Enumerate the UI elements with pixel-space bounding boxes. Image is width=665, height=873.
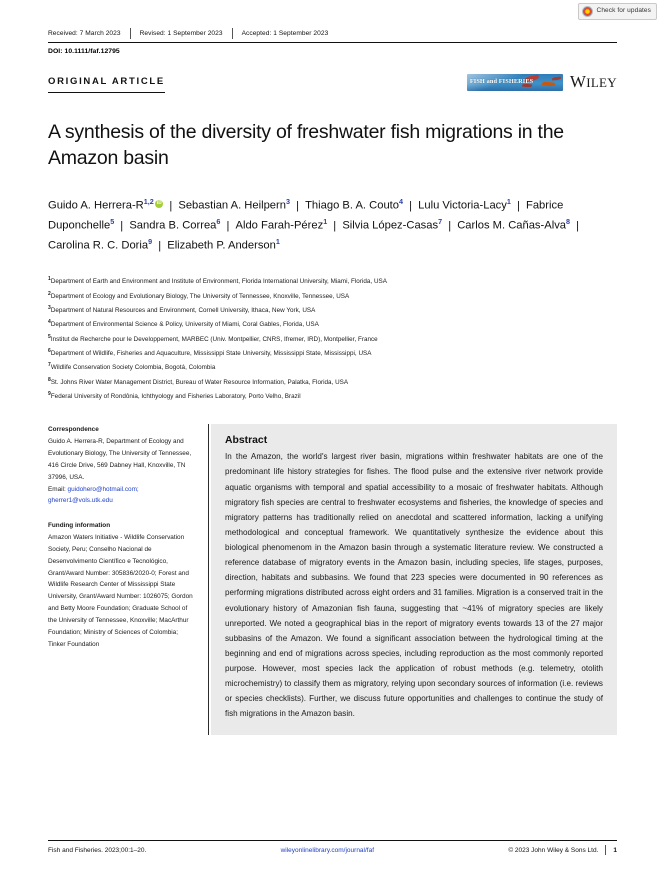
affiliation-number: 1 — [48, 276, 51, 283]
affiliation-number: 6 — [48, 348, 51, 355]
author-name[interactable]: Elizabeth P. Anderson — [167, 240, 276, 253]
fish-and-fisheries-logo — [467, 74, 563, 91]
page-footer — [48, 840, 617, 855]
affiliation-text: Department of Wildlife, Fisheries and Aquaculture, Mississippi State University, Mississippi State, Mississippi, USA — [50, 350, 372, 358]
page-title: A synthesis of the diversity of freshwater fish migrations in the Amazon basin — [48, 121, 564, 169]
author-affiliation-marker: 3 — [285, 197, 290, 207]
affiliation-number: 8 — [48, 376, 51, 383]
author-separator: | — [406, 200, 416, 213]
affiliation-text: Institut de Recherche pour le Developpement, MARBEC (Univ. Montpellier, CNRS, Ifremer, IRD), Montpellier, France — [50, 335, 378, 343]
author-affiliation-marker: 8 — [566, 217, 571, 227]
accepted-date: Accepted: 1 September 2023 — [241, 30, 329, 37]
affiliation-text: Wildlife Conservation Society Colombia, Bogotá, Colombia — [50, 364, 216, 372]
author-affiliation-marker: 1 — [323, 217, 328, 227]
correspondence-text: Guido A. Herrera-R, Department of Ecology and Evolutionary Biology, The University of Tennessee, 416 Circle Drive, 569 Dabney Hall, Knoxville, TN 37996, USA. — [48, 438, 192, 481]
author-list — [48, 196, 608, 256]
correspondence-email-line — [48, 484, 196, 508]
author-name[interactable]: Guido A. Herrera-R — [48, 200, 144, 213]
affiliation-text: Federal University of Rondônia, Ichthyology and Fisheries Laboratory, Porto Velho, Brazil — [50, 393, 301, 401]
affiliation-text: Department of Environmental Science & Policy, University of Miami, Coral Gables, Florida, USA — [50, 321, 319, 329]
author-name[interactable]: Carlos M. Cañas-Alva — [457, 220, 567, 233]
email-link[interactable]: guidohero@hotmail.com; gherrer1@vols.utk.edu — [48, 485, 139, 505]
author-name[interactable]: Silvia López-Casas — [342, 220, 439, 233]
affiliation-number: 7 — [48, 362, 51, 369]
affiliation-number: 4 — [48, 319, 51, 326]
author-name[interactable]: Thiago B. A. Couto — [305, 200, 400, 213]
affiliation-item — [48, 332, 617, 346]
footer-copyright: © 2023 John Wiley & Sons Ltd. — [508, 846, 599, 854]
affiliation-item — [48, 360, 617, 374]
footer-page-number: 1 — [613, 846, 617, 854]
correspondence-heading: Correspondence — [48, 426, 99, 434]
author-name[interactable]: Sandra B. Correa — [129, 220, 217, 233]
article-type-row — [48, 72, 617, 93]
affiliation-item — [48, 274, 617, 288]
author-name[interactable]: Aldo Farah-Pérez — [235, 220, 324, 233]
affiliation-number: 5 — [48, 333, 51, 340]
author-name[interactable]: Carolina R. C. Doria — [48, 240, 149, 253]
affiliation-item — [48, 289, 617, 303]
check-for-updates-label: Check for updates — [596, 7, 651, 15]
journal-logo-text: FISH and FISHERIES — [469, 77, 534, 85]
funding-text: Amazon Waters Initiative - Wildlife Conservation Society, Peru; Conselho Nacional de Desenvolvimento Científico e Tecnológico, Grant/Award Number: 305836/2020-0; Forest and Wildlife Research Center of Mississippi State University, Grant/Award Number: 1026075; Gordon and Betty Moore Foundation; Graduate School of the University of Tennessee, Knoxville; MacArthur Foundation; Ministry of Sciences of Colombia; Tinker Foundation — [48, 534, 193, 648]
fish-icon — [552, 76, 561, 80]
email-label: Email: — [48, 485, 66, 493]
abstract-heading: Abstract — [225, 435, 268, 447]
affiliation-text: Department of Earth and Environment and Institute of Environment, Florida International University, Miami, Florida, USA — [50, 278, 387, 286]
abstract-column — [208, 424, 617, 734]
author-name[interactable]: Lulu Victoria-Lacy — [418, 200, 507, 213]
author-affiliation-marker: 1 — [506, 197, 511, 207]
footer-citation: Fish and Fisheries. 2023;00:1–20. — [48, 846, 147, 854]
funding-block — [48, 520, 196, 650]
wiley-logo: WILEY — [569, 72, 617, 91]
affiliation-text: St. Johns River Water Management District, Bureau of Water Resource Information, Palatka, Florida, USA — [50, 378, 349, 386]
doi-line[interactable]: DOI: 10.1111/faf.12795 — [48, 48, 120, 55]
author-affiliation-marker: 7 — [438, 217, 443, 227]
article-type-label: ORIGINAL ARTICLE — [48, 76, 165, 93]
affiliation-item — [48, 303, 617, 317]
author-affiliation-marker: 1 — [275, 237, 280, 247]
author-affiliation-marker: 4 — [399, 197, 404, 207]
author-name[interactable]: Sebastian A. Heilpern — [178, 200, 286, 213]
received-date: Received: 7 March 2023 — [48, 30, 121, 37]
author-affiliation-marker: 1,2 — [143, 197, 154, 207]
author-separator: | — [573, 220, 580, 233]
journal-brand — [467, 72, 617, 93]
author-affiliation-marker: 5 — [110, 217, 115, 227]
author-separator: | — [223, 220, 233, 233]
author-affiliation-marker: 6 — [216, 217, 221, 227]
affiliation-text: Department of Ecology and Evolutionary Biology, The University of Tennessee, Knoxville, Tennessee, USA — [50, 292, 350, 300]
affiliation-item — [48, 375, 617, 389]
author-separator: | — [117, 220, 127, 233]
abstract-box — [211, 424, 617, 734]
affiliation-list — [48, 274, 617, 403]
author-name[interactable]: Fabrice Duponchelle — [48, 200, 564, 233]
funding-heading: Funding information — [48, 522, 111, 530]
author-affiliation-marker: 9 — [148, 237, 153, 247]
body-columns — [48, 424, 617, 734]
affiliation-item — [48, 346, 617, 360]
affiliation-number: 3 — [48, 305, 51, 312]
correspondence-block — [48, 424, 196, 507]
orcid-icon[interactable] — [155, 200, 163, 208]
article-dates — [48, 28, 617, 43]
fish-icon — [542, 81, 555, 87]
author-separator: | — [292, 200, 303, 213]
abstract-text: In the Amazon, the world's largest river basin, migrations within freshwater habitats are one of the predominant life history strategies for fishes. The flood pulse and the extensive river network provide aquatic organisms with temporal and spatial accessibility to a mosaic of freshwater habitats. Although migratory fish species are central to freshwater ecosystems and fisheries, the knowledge of species and migratory patterns has traditionally relied on anecdotal and scattered information, lacking a unifying methodological and conceptual framework. We quantitatively synthesize the evidence about this biological phenomenom in the Amazon basin through a systematic literature review. We constructed a reference database of migratory events in the Amazon basin, including species, life stages, purposes, direction, habitats and subbasins. We found that 223 species were documented in 90 references as performing migrations distributed across eight orders and 31 families. Migration is a conserved trait in the evolutionary history of Amazonian fish fauna, suggesting that ~41% of migratory species are likely unreported. We noted a geographical bias in the report of migratory events towards 13 of the 27 major subbasins of the Amazon. We found a significant association between the hydrological timing at the beginning and end of migrations across species, including reproduction as the most commonly reported purpose. However, most species lack the application of robust methods (e.g. telemetry, otolith microchemistry) to classify them as migratory, relying upon secondary sources of information (i.e. reviews or species checklists). Further, we discuss future opportunities and challenges to continue the study of fish migrations in the Amazon basin. — [225, 452, 603, 719]
affiliation-text: Department of Natural Resources and Environment, Cornell University, Ithaca, New York, USA — [50, 307, 316, 315]
affiliation-item — [48, 389, 617, 403]
author-separator: | — [445, 220, 455, 233]
author-separator: | — [155, 240, 165, 253]
footer-right — [508, 845, 617, 855]
author-separator: | — [513, 200, 523, 213]
author-separator: | — [166, 200, 176, 213]
affiliation-number: 9 — [48, 390, 51, 397]
page-content — [48, 0, 617, 735]
author-separator: | — [330, 220, 340, 233]
affiliation-number: 2 — [48, 290, 51, 297]
footer-journal-url[interactable]: wileyonlinelibrary.com/journal/faf — [280, 846, 375, 854]
affiliation-item — [48, 317, 617, 331]
footer-divider — [605, 845, 606, 855]
metadata-column — [48, 424, 208, 650]
revised-date: Revised: 1 September 2023 — [139, 30, 223, 37]
